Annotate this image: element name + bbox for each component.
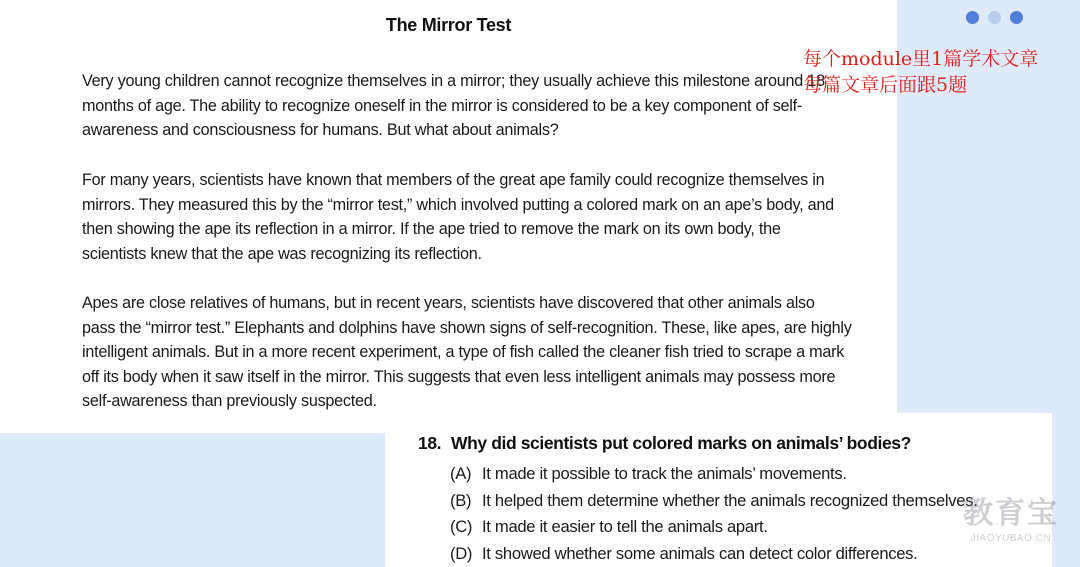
option-text: It made it easier to tell the animals apart. — [482, 517, 768, 536]
passage-title: The Mirror Test — [385, 15, 512, 35]
question-stem — [418, 433, 911, 454]
watermark-logo-text: 教育宝 — [963, 497, 1059, 530]
question-text: Why did scientists put colored marks on animals’ bodies? — [451, 433, 911, 453]
chinese-annotation — [803, 46, 1038, 98]
option-letter: (B) — [450, 490, 472, 510]
option-a[interactable] — [450, 461, 978, 488]
option-b[interactable] — [450, 488, 978, 515]
watermark-url: JIAOYUBAO.CN — [970, 533, 1052, 544]
passage-paragraph-3: Apes are close relatives of humans, but in recent years, scientists have discovered that other animals also pass the “mirror test.” Elephants and dolphins have shown signs of self-recognition. These, like apes, are highly intelligent animals. But in a more recent experiment, a type of fish called the cleaner fish tried to scrape a mark off its body when it saw itself in the mirror. This suggests that even less intelligent animals may possess more self-awareness than previously suspected. — [82, 294, 852, 411]
decorative-dots — [966, 11, 1023, 24]
answer-options — [450, 461, 978, 567]
question-number: 18. — [418, 433, 442, 453]
option-text: It helped them determine whether the animals recognized themselves. — [482, 490, 978, 510]
dot-icon — [1010, 11, 1023, 24]
passage-paragraph-2: For many years, scientists have known that members of the great ape family could recognize themselves in mirrors. They measured this by the “mirror test,” which involved putting a colored mark on an ape’s body, and then showing the ape its reflection in a mirror. If the ape tried to remove the mark on its own body, the scientists knew that the ape was recognizing its reflection. — [82, 171, 834, 263]
annotation-line-1: 每个module里1篇学术文章 — [803, 48, 1039, 70]
option-text: It made it possible to track the animals’ movements. — [482, 464, 847, 483]
passage-paragraph-1: Very young children cannot recognize themselves in a mirror; they usually achieve this milestone around 18 months of age. The ability to recognize oneself in the mirror is considered to be a key component of self-awareness and consciousness for humans. But what about animals? — [82, 72, 825, 140]
option-text: It showed whether some animals can detect color differences. — [482, 543, 918, 563]
watermark — [946, 497, 1076, 544]
dot-icon — [966, 11, 979, 24]
option-letter: (A) — [450, 464, 472, 483]
option-letter: (C) — [450, 517, 473, 536]
annotation-line-2: 每篇文章后面跟5题 — [803, 74, 968, 96]
option-letter: (D) — [450, 543, 473, 563]
option-c[interactable] — [450, 514, 978, 541]
option-d[interactable] — [450, 541, 978, 567]
dot-icon — [988, 11, 1001, 24]
